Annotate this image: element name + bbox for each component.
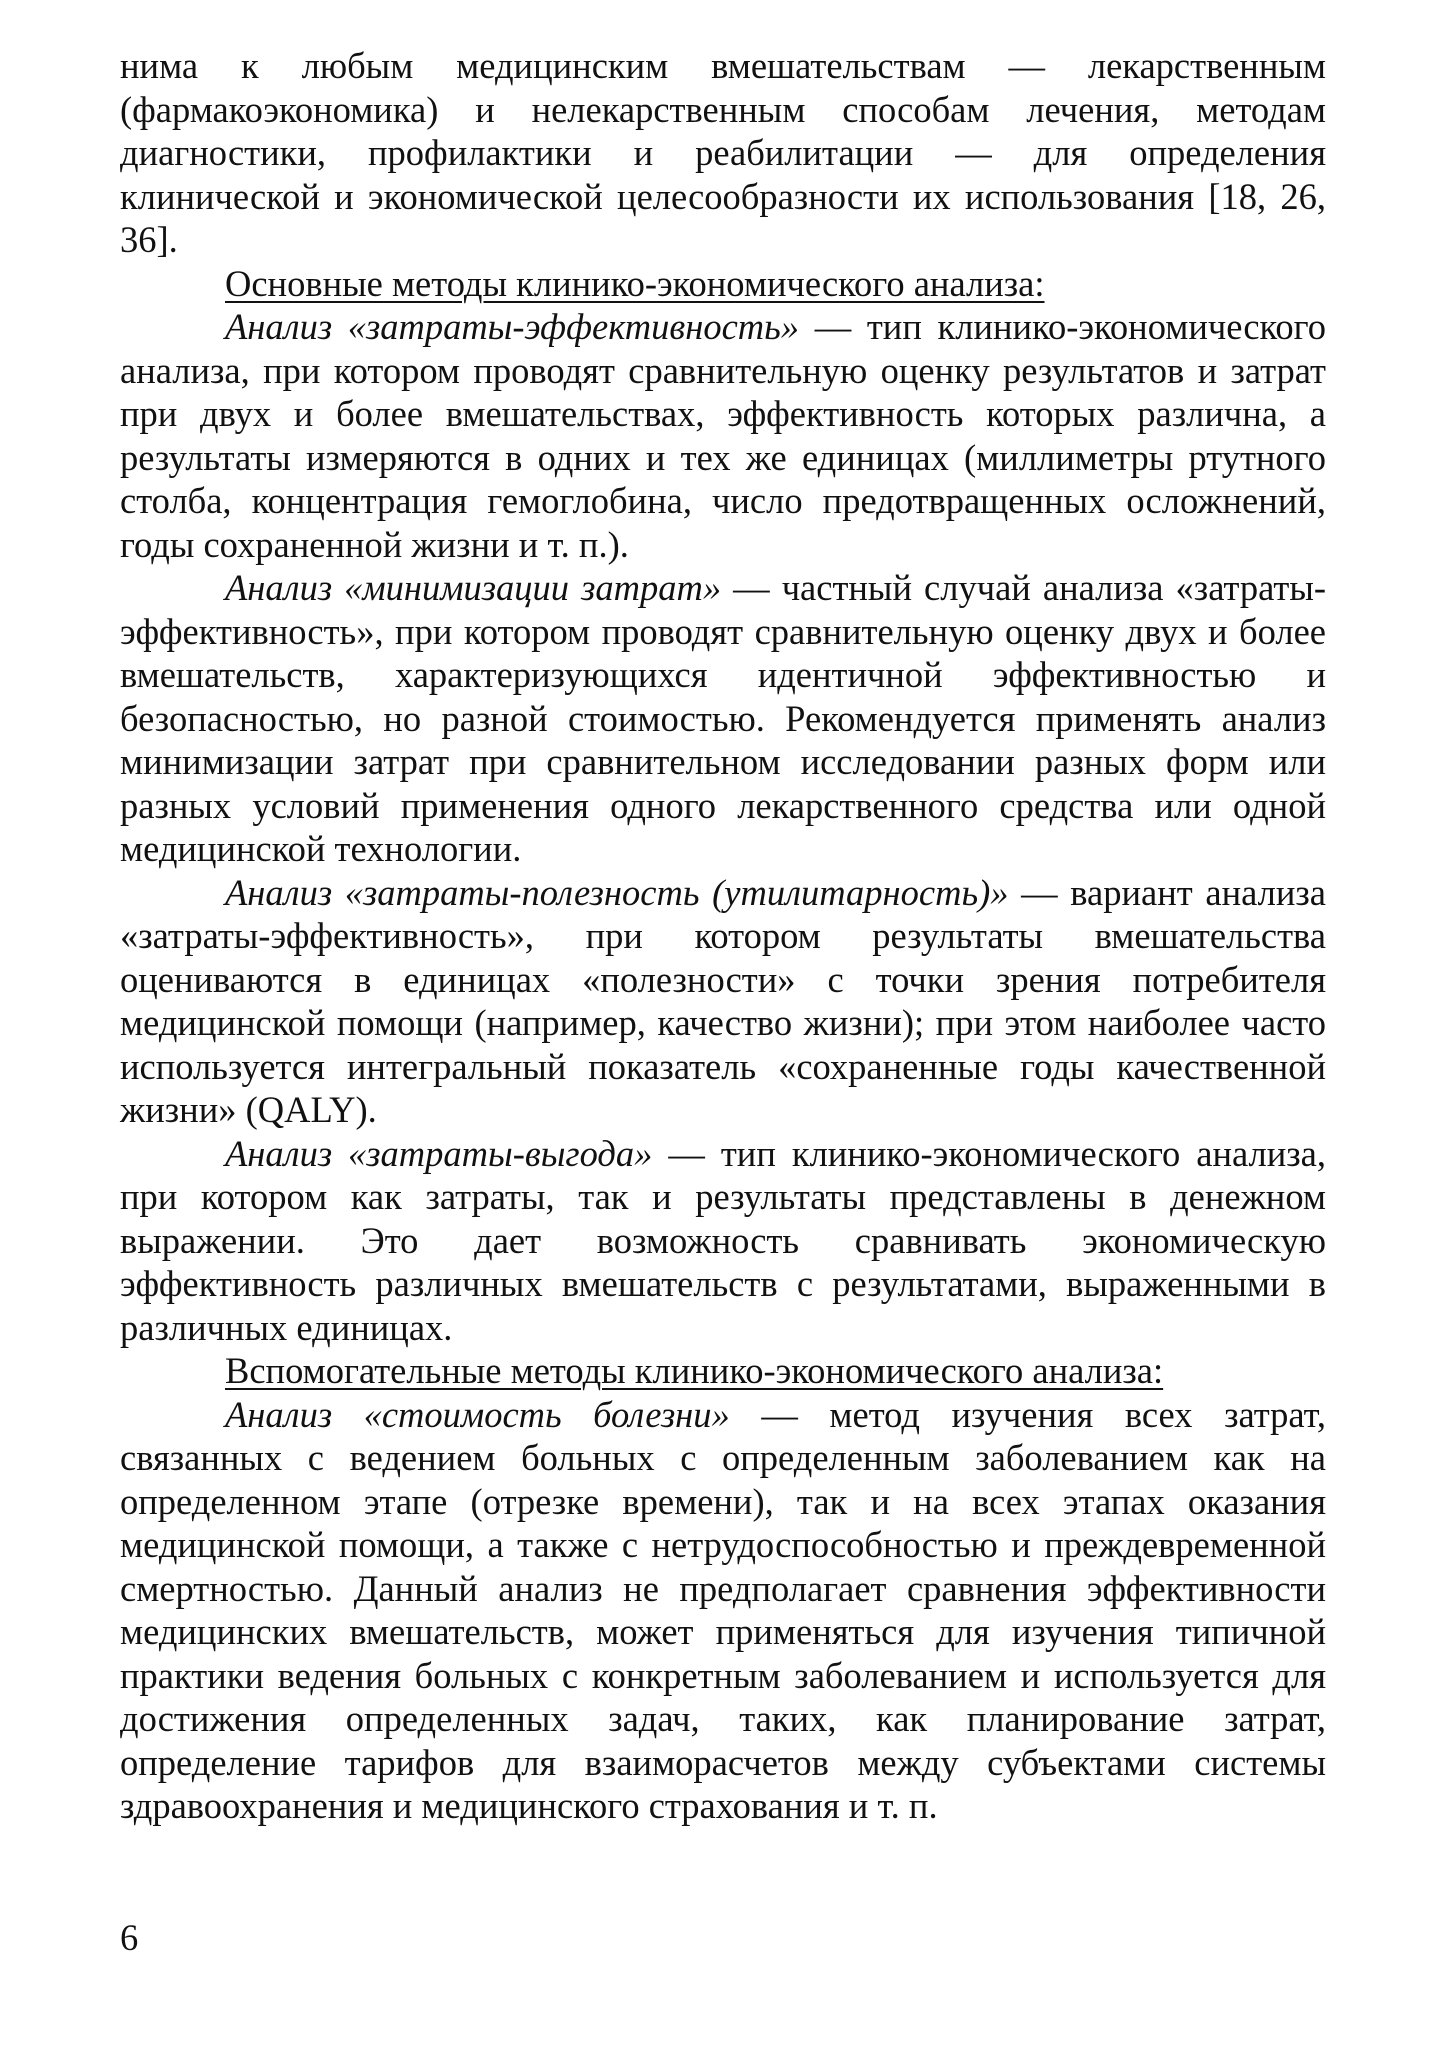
- method-text: — частный случай анализа «затраты-эффективность», при котором проводят сравнительную оценку двух и более вмешательств, характеризующихся идентичной эффективностью и безопасностью, но разной стоимостью. Рекомендуется применять анализ минимизации затрат при сравнительном исследовании разных форм или разных условий применения одного лекарственного средства или одной медицинской технологии.: [120, 567, 1326, 869]
- method-text: — метод изучения всех затрат, связанных с ведением больных с определенным заболеванием как на определенном этапе (отрезке времени), так и на всех этапах оказания медицинской помощи, а также с нетрудоспособностью и преждевременной смертностью. Данный анализ не предполагает сравнения эффективности медицинских вмешательств, может применяться для изучения типичной практики ведения больных с конкретным заболеванием и используется для достижения определенных задач, таких, как планирование затрат, определение тарифов для взаиморасчетов между субъектами системы здравоохранения и медицинского страхования и т. п.: [120, 1393, 1326, 1826]
- method-term: Анализ «затраты-выгода»: [225, 1132, 653, 1174]
- page-body: [120, 44, 1326, 1828]
- method-text: — тип клинико-экономического анализа, при котором как затраты, так и результаты представлены в денежном выражении. Это дает возможность сравнивать экономическую эффективность различных вмешательств с результатами, выраженными в различных единицах.: [120, 1132, 1326, 1348]
- method-paragraph-cost-of-illness: [120, 1393, 1326, 1828]
- method-term: Анализ «затраты-полезность (утилитарность)»: [225, 871, 1009, 913]
- method-term: Анализ «минимизации затрат»: [225, 567, 722, 608]
- main-methods-heading: [120, 262, 1326, 306]
- aux-methods-heading: [120, 1349, 1326, 1393]
- method-paragraph-cost-minimization: [120, 566, 1326, 871]
- aux-methods-heading-text: Вспомогательные методы клинико-экономического анализа:: [225, 1350, 1164, 1391]
- main-methods-heading-text: Основные методы клинико-экономического анализа:: [225, 262, 1045, 304]
- method-paragraph-cost-effectiveness: [120, 305, 1326, 566]
- method-paragraph-cost-utility: [120, 871, 1326, 1132]
- method-paragraph-cost-benefit: [120, 1132, 1326, 1350]
- intro-paragraph: нима к любым медицинским вмешательствам — лекарственным (фармакоэкономика) и нелекарственным способам лечения, методам диагностики, профилактики и реабилитации — для определения клинической и экономической целесообразности их использования [18, 26, 36].: [120, 45, 1326, 260]
- method-term: Анализ «затраты-эффективность»: [225, 306, 800, 347]
- method-term: Анализ «стоимость болезни»: [225, 1393, 730, 1435]
- method-text: — вариант анализа «затраты-эффективность», при котором результаты вмешательства оцениваются в единицах «полезности» с точки зрения потребителя медицинской помощи (например, качество жизни); при этом наиболее часто используется интегральный показатель «сохраненные годы качественной жизни» (QALY).: [120, 871, 1326, 1130]
- page-number: 6: [120, 1917, 139, 1958]
- method-text: — тип клинико-экономического анализа, при котором проводят сравнительную оценку результатов и затрат при двух и более вмешательствах, эффективность которых различна, а результаты измеряются в одних и тех же единицах (миллиметры ртутного столба, концентрация гемоглобина, число предотвращенных осложнений, годы сохраненной жизни и т. п.).: [120, 306, 1326, 565]
